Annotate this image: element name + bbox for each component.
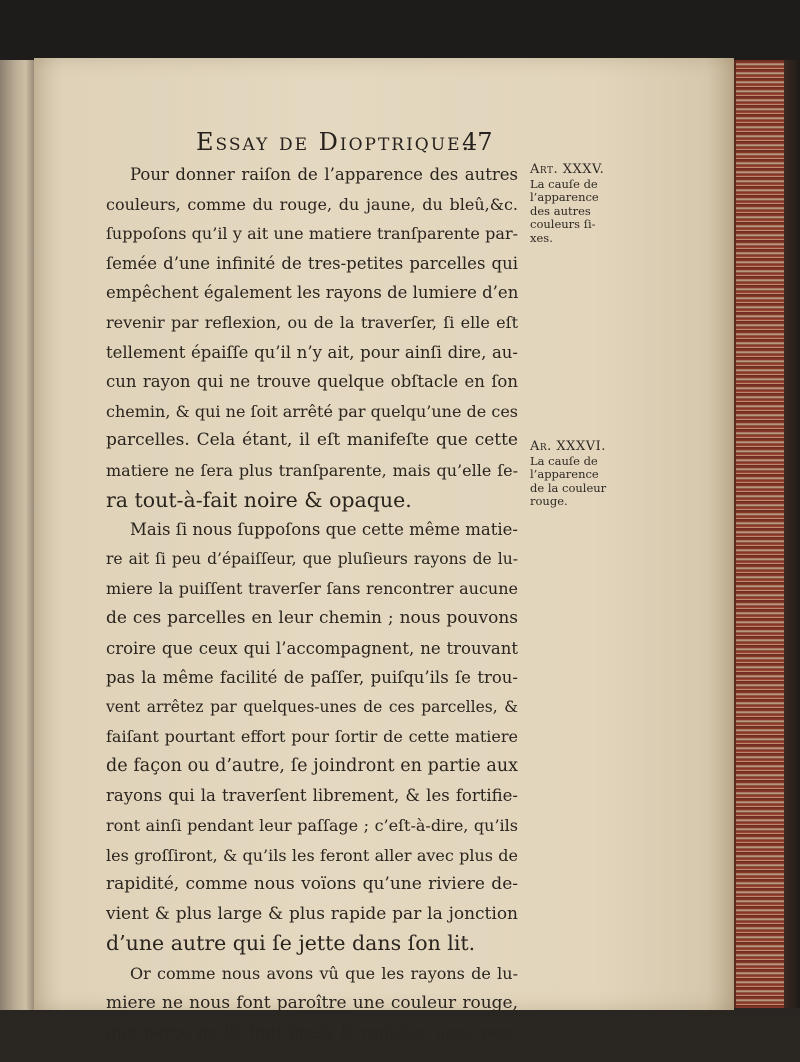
text-line: vent arrêtez par quelques-unes de ces parcelles, & (106, 697, 518, 716)
text-line: re ait ſi peu d’épaiſſeur, que pluſieurs rayons de lu- (106, 549, 518, 568)
margin-note-line: de la couleur (530, 480, 607, 495)
text-line: que parce qu’ils ſont épais & rapides, nous pou- (106, 1023, 518, 1043)
text-line: matiere ne ſera plus tranſparente, mais qu’elle ſe- (106, 460, 518, 480)
text-line: Pour donner raiſon de l’apparence des autres (130, 165, 518, 184)
margin-note-line: couleurs ſi- (530, 217, 596, 231)
text-line: ra tout-à-fait noire & opaque. (106, 487, 412, 512)
margin-note (530, 163, 630, 245)
text-line: rapidité, comme nous voïons qu’une riviere de- (106, 874, 518, 895)
running-head: Essay de Dioptrique. (196, 128, 472, 156)
text-line: d’une autre qui ſe jette dans ſon lit. (106, 931, 476, 956)
text-line: miere ne nous font paroître une couleur rouge, (106, 992, 518, 1013)
article-number: Ar. XXXVI. (530, 439, 606, 454)
margin-note-line: l’apparence (530, 190, 599, 204)
text-line: ſemée d’une infinité de tres-petites parcelles qui (106, 253, 518, 273)
page-block-edge (734, 60, 786, 1008)
text-line: cun rayon qui ne trouve quelque obſtacle en ſon (106, 372, 518, 392)
text-line: de ces parcelles en leur chemin ; nous pouvons (106, 607, 518, 628)
margin-note-line: rouge. (530, 494, 568, 508)
text-line: vient & plus large & plus rapide par la jonction (106, 903, 518, 924)
facing-page-edge (0, 60, 36, 1010)
text-line: tellement épaiſſe qu’il n’y ait, pour ainſi dire, au- (106, 342, 518, 362)
paragraph (106, 515, 518, 959)
text-line: de façon ou d’autre, ſe joindront en partie aux (106, 755, 518, 776)
text-line: couleurs, comme du rouge, du jaune, du bleû,&c. (106, 194, 518, 214)
text-line: pas la même facilité de paſſer, puiſqu’ils ſe trou- (106, 668, 518, 688)
margin-note (530, 440, 630, 509)
margin-note-line: l’apparence (530, 467, 599, 481)
paragraph (106, 160, 518, 515)
text-line: chemin, & qui ne ſoit arrêté par quelqu’une de ces (106, 401, 518, 421)
page-number: 47 (462, 128, 493, 156)
text-line: Or comme nous avons vû que les rayons de lu- (130, 964, 518, 984)
text-line: rayons qui la traverſent librement, & les fortifie- (106, 786, 518, 806)
margin-note-line: La cauſe de (530, 453, 598, 468)
text-line: les groſſiront, & qu’ils les feront aller avec plus de (106, 845, 518, 865)
text-line: ſuppoſons qu’il y ait une matiere tranſparente par- (106, 224, 518, 244)
margin-note-line: La cauſe de (530, 176, 598, 191)
text-line: miere la puiſſent traverſer ſans rencontrer aucune (106, 579, 518, 599)
paragraph (106, 959, 518, 1048)
main-text (106, 160, 518, 1048)
page-header (196, 128, 516, 158)
text-line: ront ainſi pendant leur paſſage ; c’eſt-à-dire, qu’ils (106, 816, 518, 836)
text-line: revenir par reflexion, ou de la traverſer, ſi elle eſt (106, 312, 518, 332)
text-line: Mais ſi nous ſuppoſons que cette même matie- (130, 520, 518, 540)
text-line: faiſant pourtant effort pour ſortir de cette matiere (106, 727, 518, 747)
text-line: parcelles. Cela étant, il eſt manifeſte que cette (106, 430, 518, 451)
text-line: croire que ceux qui l’accompagnent, ne trouvant (106, 638, 518, 658)
book-cover-edge (784, 60, 800, 1008)
margin-note-line: des autres (530, 203, 591, 218)
text-line: empêchent également les rayons de lumiere d’en (106, 283, 519, 303)
margin-note-line: xes. (530, 230, 553, 245)
article-number: Art. XXXV. (530, 162, 605, 177)
